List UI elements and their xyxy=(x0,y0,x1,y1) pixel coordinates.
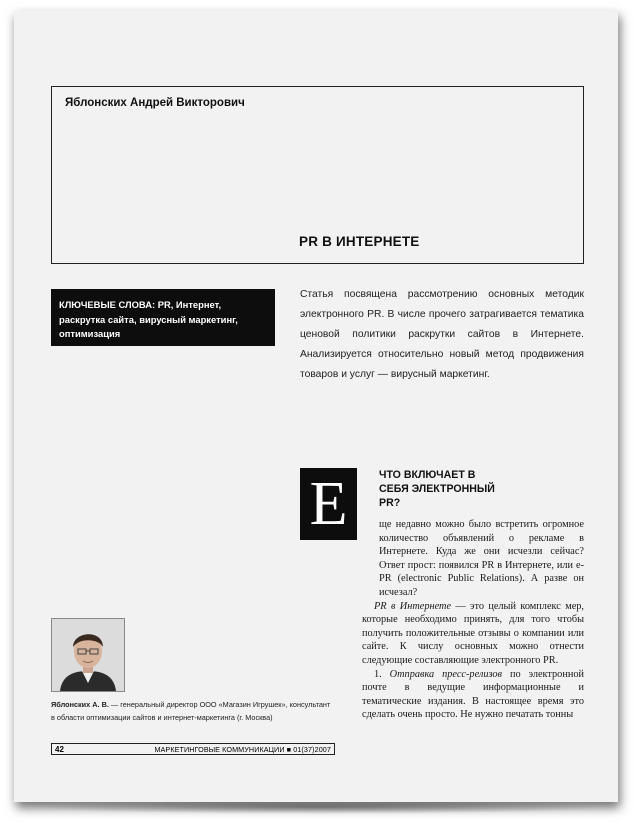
paragraph-3 xyxy=(362,668,584,722)
paragraph-2 xyxy=(362,600,584,668)
keywords-block: КЛЮЧЕВЫЕ СЛОВА: PR, Интернет, раскрутка сайта, вирусный маркетинг, оптимизация xyxy=(51,289,275,346)
article-title: PR В ИНТЕРНЕТЕ xyxy=(299,234,420,249)
author-name: Яблонских Андрей Викторович xyxy=(65,97,245,109)
journal-issue: МАРКЕТИНГОВЫЕ КОММУНИКАЦИИ ■ 01(37)2007 xyxy=(154,745,331,754)
author-photo xyxy=(51,618,125,692)
paragraph-3-italic: Отправка пресс-релизов xyxy=(389,668,503,680)
page-shadow xyxy=(30,800,610,814)
paragraph-3-text: по электронной почте в ведущие информационные и тематические издания. В настоящее время это сделать очень просто. Не нужно печатать тонны xyxy=(362,668,584,721)
page-number: 42 xyxy=(55,745,64,754)
article-body xyxy=(362,518,584,722)
abstract-text: Статья посвящена рассмотрению основных методик электронного PR. В числе прочего затрагивается тематика ценовой политики раскрутки сайтов в Интернете. Анализируется относительно новый метод продвижения товаров и услуг — вирусный маркетинг. xyxy=(300,289,584,380)
section-heading-text: ЧТО ВКЛЮЧАЕТ В СЕБЯ ЭЛЕКТРОННЫЙ PR? xyxy=(379,469,495,509)
author-bio xyxy=(51,698,335,724)
section-heading xyxy=(379,468,499,510)
dropcap-letter: Е xyxy=(300,468,357,540)
paragraph-3-number: 1. xyxy=(374,668,390,680)
paragraph-2-italic: PR в Интернете xyxy=(374,600,452,612)
title-frame xyxy=(51,86,584,264)
journal-page xyxy=(14,10,618,802)
author-portrait-icon xyxy=(52,619,124,691)
author-bio-text: — генеральный директор ООО «Магазин Игрушек», консультант в области оптимизации сайтов и интернет-маркетинга (г. Москва) xyxy=(51,700,331,722)
author-bio-name: Яблонских А. В. xyxy=(51,700,109,709)
page-footer xyxy=(51,743,335,755)
paragraph-2-text: — это целый комплекс мер, которые необходимо принять, для того чтобы получить положительные отзывы о компании или сайте. К числу основных можно отнести следующие составляющие электронного PR. xyxy=(362,600,584,666)
paragraph-1: ще недавно можно было встретить огромное количество объявлений о рекламе в Интернете. Куда же они исчезли сейчас? Ответ прост: появился PR в Интернете, или e-PR (electronic Public Relations). А разве он исчезал? xyxy=(379,519,584,598)
